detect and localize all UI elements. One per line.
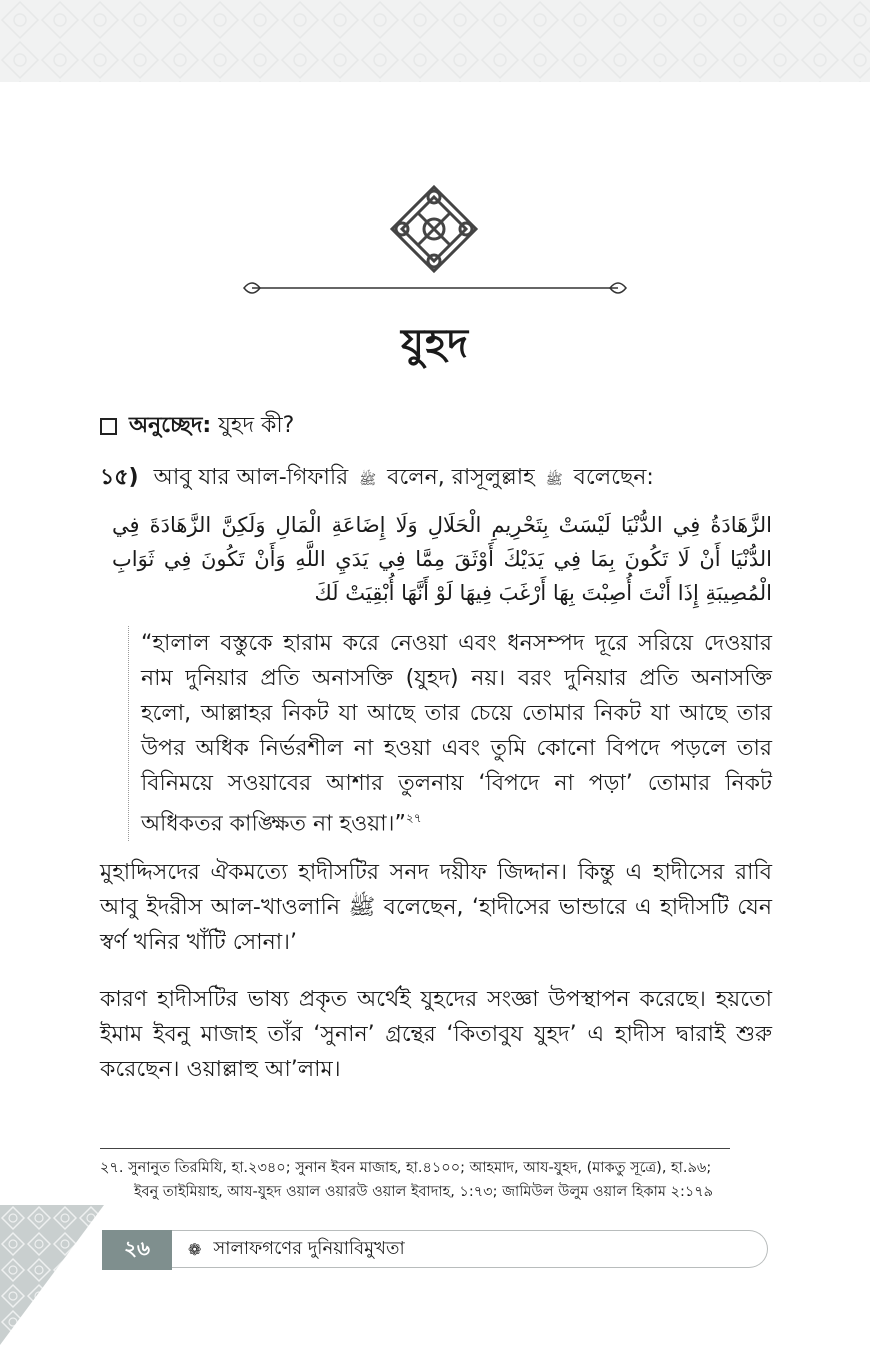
- header-pattern-band: [0, 0, 870, 82]
- footnotes: [100, 1156, 775, 1204]
- footer-pattern: [0, 1205, 120, 1345]
- honorific-icon: ﷺ: [545, 472, 563, 488]
- paragraph-1: মুহাদ্দিসদের ঐকমত্যে হাদীসটির সনদ দয়ীফ জিদ্দান। কিন্তু এ হাদীসের রাবি আবু ইদরীস আল-খাওলানি ﷺ বলেছেন, ‘হাদীসের ভান্ডারে এ হাদীসটি যেন স্বর্ণ খনির খাঁটি সোনা।’: [100, 860, 772, 955]
- footnote-ref: ২৭: [405, 811, 422, 825]
- hadith-translation: [128, 626, 772, 841]
- honorific-icon: ﷺ: [359, 472, 377, 488]
- title-divider: [240, 276, 630, 300]
- translation-text: “হালাল বস্তুকে হারাম করে নেওয়া এবং ধনসম্পদ দূরে সরিয়ে দেওয়ার নাম দুনিয়ার প্রতি অনাসক্তি (যুহদ) নয়। বরং দুনিয়ার প্রতি অনাসক্তি হলো, আল্লাহর নিকট যা আছে তার চেয়ে তোমার নিকট যা আছে তার উপর অধিক নির্ভরশীল না হওয়া এবং তুমি কোনো বিপদে পড়লে তার বিনিময়ে সওয়াবের আশার তুলনায় ‘বিপদে না পড়া’ তোমার নিকট অধিকতর কাঙ্ক্ষিত না হওয়া।”: [141, 631, 772, 837]
- hadith-intro-a: আবু যার আল-গিফারি: [153, 465, 349, 490]
- hadith-intro-b: বলেন, রাসূলুল্লাহ: [387, 465, 535, 490]
- hadith-number: ১৫): [100, 465, 139, 490]
- section-heading: [100, 408, 294, 445]
- chapter-title: যুহদ: [400, 321, 470, 367]
- ornament-icon: [388, 183, 480, 275]
- checkbox-icon: [100, 418, 117, 435]
- flower-icon: ❁: [188, 1239, 202, 1259]
- arabic-text: الزَّهَادَةُ فِي الدُّنْيَا لَيْسَتْ بِتَحْرِيمِ الْحَلَالِ وَلَا إِضَاعَةِ الْمَالِ وَلَكِنَّ الزَّهَادَةَ فِي الدُّنْيَا أَنْ لَا تَكُونَ بِمَا فِي يَدَيْكَ أَوْثَقَ مِمَّا فِي يَدَيِ اللَّهِ وَأَنْ تَكُونَ فِي ثَوَابِ الْمُصِيبَةِ إِذَا أَنْتَ أُصِبْتَ بِهَا أَرْغَبَ فِيهَا لَوْ أَنَّهَا أُبْقِيَتْ لَكَ: [112, 513, 772, 605]
- page-number: ২৬: [102, 1230, 172, 1270]
- footnote-line: ইবনু তাইমিয়াহ, আয-যুহদ ওয়াল ওয়ারউ ওয়াল ইবাদাহ, ১:৭৩; জামিউল উলুম ওয়াল হিকাম ২:১৭৯: [134, 1184, 714, 1200]
- footnote-line: ২৭. সুনানুত তিরমিযি, হা.২৩৪০; সুনান ইবন মাজাহ, হা.৪১০০; আহমাদ, আয-যুহদ, (মাকতু সূত্রে), হা.৯৬;: [100, 1160, 712, 1176]
- section-text: যুহদ কী?: [218, 413, 295, 438]
- paragraph-2: কারণ হাদীসটির ভাষ্য প্রকৃত অর্থেই যুহদের সংজ্ঞা উপস্থাপন করেছে। হয়তো ইমাম ইবনু মাজাহ তাঁর ‘সুনান’ গ্রন্থের ‘কিতাবুয যুহদ’ এ হাদীস দ্বারাই শুরু করেছেন। ওয়াল্লাহু আ’লাম।: [100, 987, 772, 1082]
- hadith-heading: [100, 460, 654, 497]
- running-footer: [172, 1230, 768, 1268]
- section-label: অনুচ্ছেদ:: [129, 413, 212, 438]
- footnote-rule: [100, 1148, 730, 1149]
- hadith-intro-c: বলেছেন:: [573, 465, 654, 490]
- book-title: সালাফগণের দুনিয়াবিমুখতা: [213, 1237, 405, 1259]
